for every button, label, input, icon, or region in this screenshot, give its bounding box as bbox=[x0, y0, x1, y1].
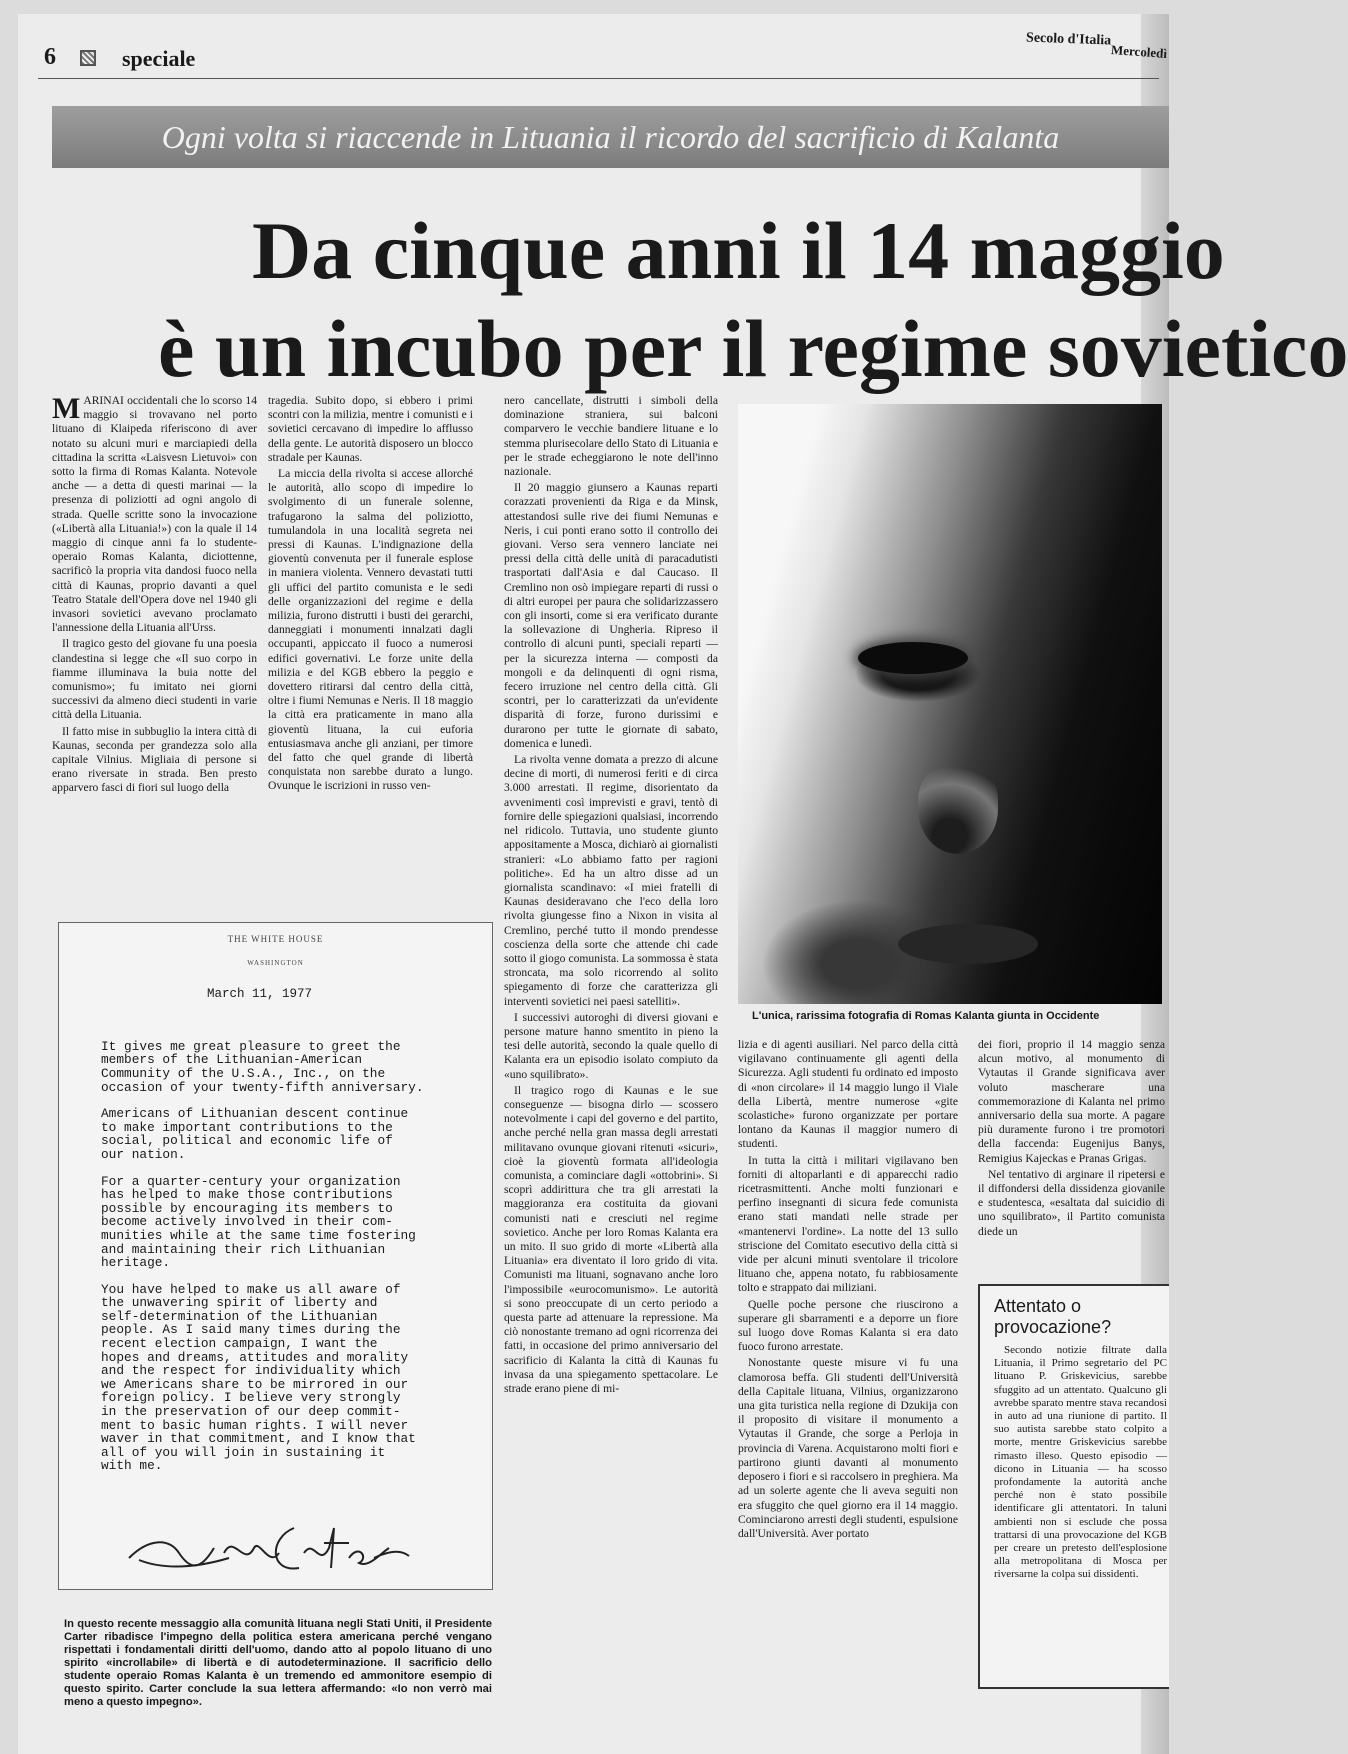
article-column-1 bbox=[52, 394, 257, 894]
sidebar-paragraph: Secondo notizie filtrate dalla Lituania, il Primo segretario del PC lituano P. Griskevicius, sarebbe sfuggito ad un attentato. Qualcuno gli avrebbe sparato mentre stava recandosi in auto ad una riunione di partito. Il suo autista sarebbe stato colpito a morte, mentre Griskevicius sarebbe rimasto illeso. Questo episodio — dicono in Lituania — ha scosso profondamente la autorità anche perché non è stato possibile identificare gli attentatori. In taluni ambienti non si esclude che possa trattarsi di una provocazione del KGB per creare un pretesto dell'esplosione alla metropolitana di Mosca per riversarne la colpa sui dissidenti. bbox=[994, 1344, 1167, 1581]
article-paragraph: dei fiori, proprio il 14 maggio senza alcun motivo, al monumento di Vytautas il Grande significava aver voluto mascherare una commemorazione di Kalanta nel primo anniversario della sua morte. A pagare più duramente furono i tre promotori della faccenda: Eugenijus Banys, Remigius Kajeckas e Pranas Grigas. bbox=[978, 1038, 1165, 1165]
article-paragraph: Nel tentativo di arginare il ripetersi e il diffondersi della dissidenza giovanile e studentesca, «esaltata dal suicidio di uno squilibrato», il Partito comunista diede un bbox=[978, 1167, 1165, 1238]
page-number: 6 bbox=[44, 44, 56, 70]
headline-line-2: è un incubo per il regime sovietico bbox=[158, 303, 1348, 394]
article-paragraph: La miccia della rivolta si accese allorché le autorità, allo scopo di impedire lo svolgimento di un funerale solenne, trafugarono la salma del poliziotto, tumulandola in una località segreta nei pressi di Kaunas. L'indignazione della gioventù convenuta per il funerale esplose in maniera violenta. Vennero devastati tutti gli uffici del partito comunista e le sedi delle organizzazioni del regime e della milizia, furono distrutti i busti dei gerarchi, danneggiati i monumenti innalzati dagli occupanti, appiccato il fuoco a numerosi edifici governativi. Le forze unite della milizia e del KGB ebbero la peggio e dovettero ritirarsi dal centro della città, oltre i fiumi Nemunas e Neris. Il 18 maggio la città era praticamente in mano alla gioventù lituana, la cui euforia entusiasmava anche gli anziani, per timore del fatto che quel grande di libertà conquistata non sarebbe durato a lungo. Ovunque le iscrizioni in russo ven- bbox=[268, 467, 473, 793]
newspaper-page bbox=[18, 14, 1348, 1754]
photo-eye-shape bbox=[858, 642, 968, 674]
article-paragraph: nero cancellate, distrutti i simboli della dominazione straniera, sui balconi comparvero le vecchie bandiere lituane e lo stemma plurisecolare dello Stato di Lituania e per le strade echeggiarono le note dell'inno nazionale. bbox=[504, 394, 718, 479]
article-paragraph: tragedia. Subito dopo, si ebbero i primi scontri con la milizia, mentre i comunisti e i sovietici cercavano di impedire lo afflusso della gente. Le autorità disposero un blocco stradale per Kaunas. bbox=[268, 394, 473, 464]
letter-date: March 11, 1977 bbox=[207, 987, 313, 1002]
kicker-banner bbox=[52, 106, 1169, 168]
letterhead: THE WHITE HOUSE bbox=[227, 934, 324, 944]
letter-paragraph: It gives me great pleasure to greet the members of the Lithuanian-American Community of the U.S.A., Inc., on the occasion of your twenty-fifth anniversary. bbox=[101, 1038, 424, 1095]
article-paragraph: Il tragico rogo di Kaunas e le sue conseguenze — bisogna dirlo — scossero notevolmente i capi del governo e del partito, anche perché nella gran massa degli arrestati militavano ovunque giovani ritenuti «sicuri», cioè la gioventù formata all'ideologia comunista, a cominciare dagli «ottobrini». Si scoprì addirittura che tra gli arrestati la maggioranza era costituita da giovani comunisti nati e cresciuti nel regime sovietico. Anche per loro Romas Kalanta era un mito. Il suo grido di morte «Libertà alla Lituania» era diventato il loro grido di vita. Comunisti ma lituani, sognavano anche loro l'impossibile «eurocomunismo». Le autorità si sono preoccupate di un certo periodo a questa parte ad attenuare la repressione. Ma ciò nonostante tremano ad ogni ricorrenza dei fatti, in occasione del primo anniversario del sacrificio di Kalanta la città di Kaunas fu invasa da una spiegamento spettacolare. Le strade erano piene di mi- bbox=[504, 1083, 718, 1396]
letter-paragraph: Americans of Lithuanian descent continue to make important contributions to the social, political and economic life of our nation. bbox=[101, 1106, 409, 1162]
carter-letter bbox=[58, 922, 493, 1590]
letter-paragraph: You have helped to make us all aware of the unwavering spirit of liberty and self-determination of the Lithuanian people. As I said many times during the recent election campaign, I want the hopes and dreams, attitudes and morality and the respect for individuality which we Americans share to be mirrored in our foreign policy. I believe very strongly in the preservation of our deep commit- ment to basic human rights. I will never waver in that commitment, and I know that all of you will join in sustaining it with me. bbox=[101, 1281, 416, 1474]
masthead: Secolo d'Italia bbox=[1025, 30, 1112, 49]
letter-caption: In questo recente messaggio alla comunità lituana negli Stati Uniti, il Presidente Carter ribadisce l'impegno della politica estera americana perché vengano rispettati i fondamentali diritti dell'uomo, dando atto al popolo lituano di uno spirito «incrollabile» di libertà e di autodeterminazione. Il sacrificio dello studente operaio Romas Kalanta è un tremendo ed ammonitore esempio di questo spirito. Carter conclude la sua lettera affermando: «Io non verrò mai meno a questo impegno». bbox=[64, 1618, 492, 1708]
letter-body bbox=[101, 1040, 462, 1473]
sidebar-title: Attentato o provocazione? bbox=[994, 1296, 1112, 1337]
sidebar-text bbox=[994, 1344, 1169, 1582]
dropcap: M bbox=[52, 392, 81, 425]
headline bbox=[48, 202, 1348, 398]
photo-lip-shape bbox=[898, 924, 1038, 964]
section-label: speciale bbox=[122, 46, 196, 71]
article-paragraph: Il 20 maggio giunsero a Kaunas reparti corazzati provenienti da Riga e da Minsk, attestandosi sulle rive dei fiumi Nemunas e Neris, i cui ponti erano sotto il controllo dei giovani. Verso sera vennero lanciate nei pressi della città delle unità di paracadutisti trasportati dall'Asia e dal Caucaso. Il Cremlino non osò impiegare reparti di russi o di altri europei per paura che solidarizzassero con gli insorti, come si era verificato durante la sollevazione di Ungheria. Ripreso il controllo di alcuni punti, speciali reparti — per la sicurezza interna — composti da mongoli e da delinquenti di ogni risma, fecero irruzione nel centro della città. Gli scontri, per lo caratterizzati da un'evidente disparità di forze, furono durissimi e durarono per tutte le giornate di sabato, domenica e lunedì. bbox=[504, 481, 718, 750]
kalanta-photo bbox=[738, 404, 1162, 1004]
photo-nose-shape bbox=[918, 764, 998, 854]
headline-line-1: Da cinque anni il 14 maggio bbox=[252, 205, 1225, 296]
article-paragraph: Il fatto mise in subbuglio la intera città di Kaunas, seconda per grandezza solo alla capitale Vilnius. Migliaia di persone si erano riversate in strada. Ben presto apparvero fasci di fiori sul luogo della bbox=[52, 724, 257, 795]
sidebar-box bbox=[978, 1284, 1169, 1689]
article-column-4 bbox=[738, 1038, 958, 1728]
article-paragraph: MARINAI occidentali che lo scorso 14 maggio si trovavano nel porto lituano di Klaipeda riferiscono di aver notato su alcuni muri e marciapiedi della cittadina la scritta «Laisvesn Lietuvoi» con sotto la firma di Romas Kalanta. Notevole anche — a detta di questi marinai — la presenza di poliziotti ad ogni angolo di strada. Quelle scritte sono la invocazione («Libertà alla Lituania!») con la quale il 14 maggio di cinque anni fa lo studente-operaio Romas Kalanta, diciottenne, sacrificò la propria vita dandosi fuoco nella città di Kaunas, proprio davanti a quel Teatro Statale dell'Opera dove nel 1940 gli invasori sovietici avevano proclamato l'annessione della Lituania all'Urss. bbox=[52, 392, 257, 635]
masthead-day: Mercoledì bbox=[1110, 42, 1168, 61]
article-paragraph: I successivi autoroghi di diversi giovani e persone mature hanno smentito in pieno la tesi delle autorità, secondo la quale quello di Kalanta era un episodio isolato compiuto da «uno squilibrato». bbox=[504, 1010, 718, 1081]
newspaper-logo-icon bbox=[80, 50, 96, 66]
photo-caption: L'unica, rarissima fotografia di Romas Kalanta giunta in Occidente bbox=[752, 1010, 1100, 1022]
article-column-2 bbox=[268, 394, 473, 894]
article-paragraph: Quelle poche persone che riuscirono a superare gli sbarramenti e a deporre un fiore sul luogo dove Romas Kalanta si era dato fuoco furono arrestate. bbox=[738, 1297, 958, 1354]
letter-paragraph: For a quarter-century your organization has helped to make those contributions possible by encouraging its members to become actively involved in their com- munities while at the same time fostering and maintaining their rich Lithuanian heritage. bbox=[101, 1173, 416, 1271]
article-column-5 bbox=[978, 1038, 1165, 1274]
article-paragraph: Nonostante queste misure vi fu una clamorosa beffa. Gli studenti dell'Università della Capitale lituana, Vilnius, organizzarono una gita turistica nella regione di Dzukija con il proposito di visitare il monumento a Vytautas il Grande, che sorge a Perloja in provincia di Varena. Acquistarono molti fiori e partirono giunti davanti al monumento deposero i fiori e si raccolsero in preghiera. Ma ad un solerte agente che li aveva seguiti non era sfuggito che quel giorno era il 14 maggio. Cominciarono arresti degli studenti, espulsione dall'Università. Aver portato bbox=[738, 1356, 958, 1540]
letterhead-city: WASHINGTON bbox=[247, 958, 304, 967]
header-rule bbox=[38, 78, 1159, 79]
carter-signature bbox=[119, 1498, 419, 1588]
article-paragraph: lizia e di agenti ausiliari. Nel parco della città vigilavano continuamente gli agenti della Sicurezza. Agli studenti fu ordinato ed imposto di «non circolare» il 14 maggio lungo il Viale della Libertà, mentre numerose «gite scolastiche» furono organizzate per portare lontano da Kaunas il maggior numero di studenti. bbox=[738, 1038, 958, 1151]
article-paragraph: In tutta la città i militari vigilavano ben forniti di altoparlanti e di apparecchi radio ricetrasmittenti. Anche molti funzionari e perfino insegnanti di sicura fede comunista erano stati mandati nelle strade per «mantenervi l'ordine». La notte del 13 sullo striscione del Comitato esecutivo della città si vide per alcuni minuti sventolare il tricolore lituano che, appena notato, fu rabbiosamente tolto e strappato dai miliziani. bbox=[738, 1153, 958, 1295]
article-paragraph: La rivolta venne domata a prezzo di alcune decine di morti, di numerosi feriti e di circa 3.000 arrestati. Il regime, disorientato da avvenimenti così imprevisti e gravi, tentò di fornire delle spiegazioni qualsiasi, incorrendo nel ridicolo. Tuttavia, uno studente giunto appositamente a Mosca, dichiarò ai giornalisti stranieri: «Lo abbiamo fatto per ragioni politiche». Ed ha un altro disse ad un giornalista scandinavo: «I miei fratelli di Kaunas desideravano che l'eco della loro rivolta giungesse fino a Nixon in visita al Cremlino, perché tutto il mondo prendesse coscienza della sorte che attende chi cade sotto il giogo comunista. La sommossa è stata stroncata, ma solo ricorrendo al solito spiegamento di forze che caratterizza gli interventi sovietici nei paesi satelliti». bbox=[504, 753, 718, 1008]
article-paragraph: Il tragico gesto del giovane fu una poesia clandestina si legge che «Il suo corpo in fiamme illuminava la buia notte del comunismo»; fu imitato nei giorni successivi da almeno dieci studenti in varie città della Lituania. bbox=[52, 637, 257, 722]
kicker-text: Ogni volta si riaccende in Lituania il ricordo del sacrificio di Kalanta bbox=[161, 118, 1060, 155]
article-column-3 bbox=[504, 394, 718, 1724]
